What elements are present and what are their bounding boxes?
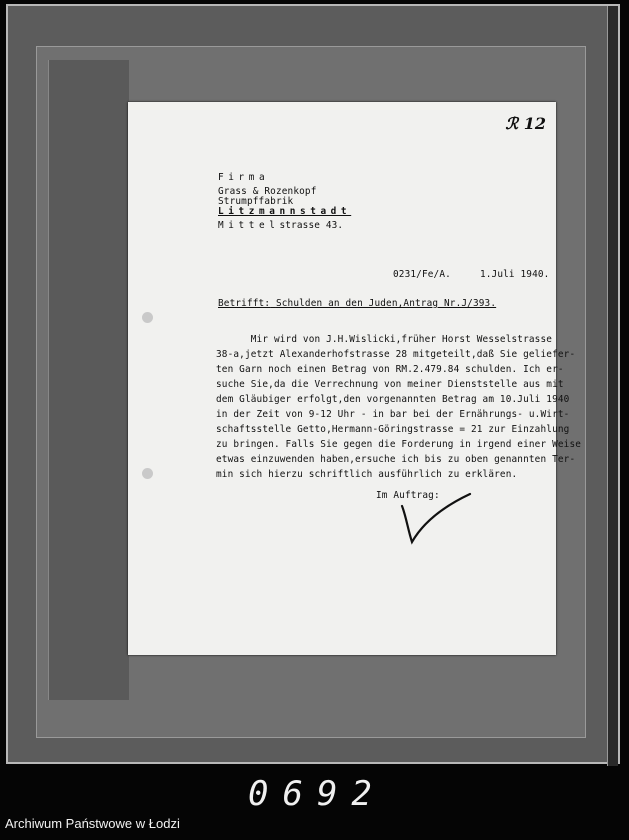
punch-hole [142,312,153,323]
addressee-city: Litzmannstadt [218,206,352,217]
folio-number: ℛ 12 [505,114,546,133]
punch-hole [142,468,153,479]
street-name: Mittel [218,220,280,231]
body-line: min sich hierzu schriftlich ausführlich zu erklären. [216,469,518,480]
addressee-company-type: Strumpffabrik [218,196,294,207]
letter-date: 1.Juli 1940. [479,269,550,280]
street-suffix: strasse 43. [279,220,344,231]
body-line: in der Zeit von 9-12 Uhr - in bar bei der Ernährungs- u.Wirt- [216,409,570,420]
subject-label: Betrifft: [218,298,271,309]
addressee-company: Grass & Rozenkopf [218,186,317,197]
microfilm-frame-number: 0692 [248,774,386,814]
film-edge-strip [607,6,618,766]
addressee-street [218,220,343,231]
reference-number: 0231/Fe/A. [393,269,451,280]
closing-phrase: Im Auftrag: [376,490,440,501]
archive-label: Archiwum Państwowe w Łodzi [5,816,180,831]
signature-mark [396,492,476,548]
film-frame-shadow [48,60,129,700]
film-frame [6,4,620,764]
body-line: 38-a,jetzt Alexanderhofstrasse 28 mitgeteilt,daß Sie geliefer- [216,349,576,360]
reference-line [393,269,549,280]
body-line: Mir wird von J.H.Wislicki,früher Horst Wesselstrasse [216,334,553,345]
addressee-label: Firma [218,172,270,183]
document-page [128,102,582,655]
body-line: ten Garn noch einen Betrag von RM.2.479.84 schulden. Ich er- [216,364,564,375]
body-line: suche Sie,da die Verrechnung von meiner Dienststelle aus mit [216,379,564,390]
body-line: etwas einzuwenden haben,ersuche ich bis zu oben genannten Ter- [216,454,576,465]
subject-line [218,298,496,309]
subject-text: Schulden an den Juden,Antrag Nr.J/393. [275,298,497,309]
body-line: dem Gläubiger erfolgt,den vorgenannten Betrag am 10.Juli 1940 [216,394,570,405]
body-line: schaftsstelle Getto,Hermann-Göringstrasse = 21 zur Einzahlung [216,424,570,435]
body-line: zu bringen. Falls Sie gegen die Forderung in irgend einer Weise [216,439,582,450]
